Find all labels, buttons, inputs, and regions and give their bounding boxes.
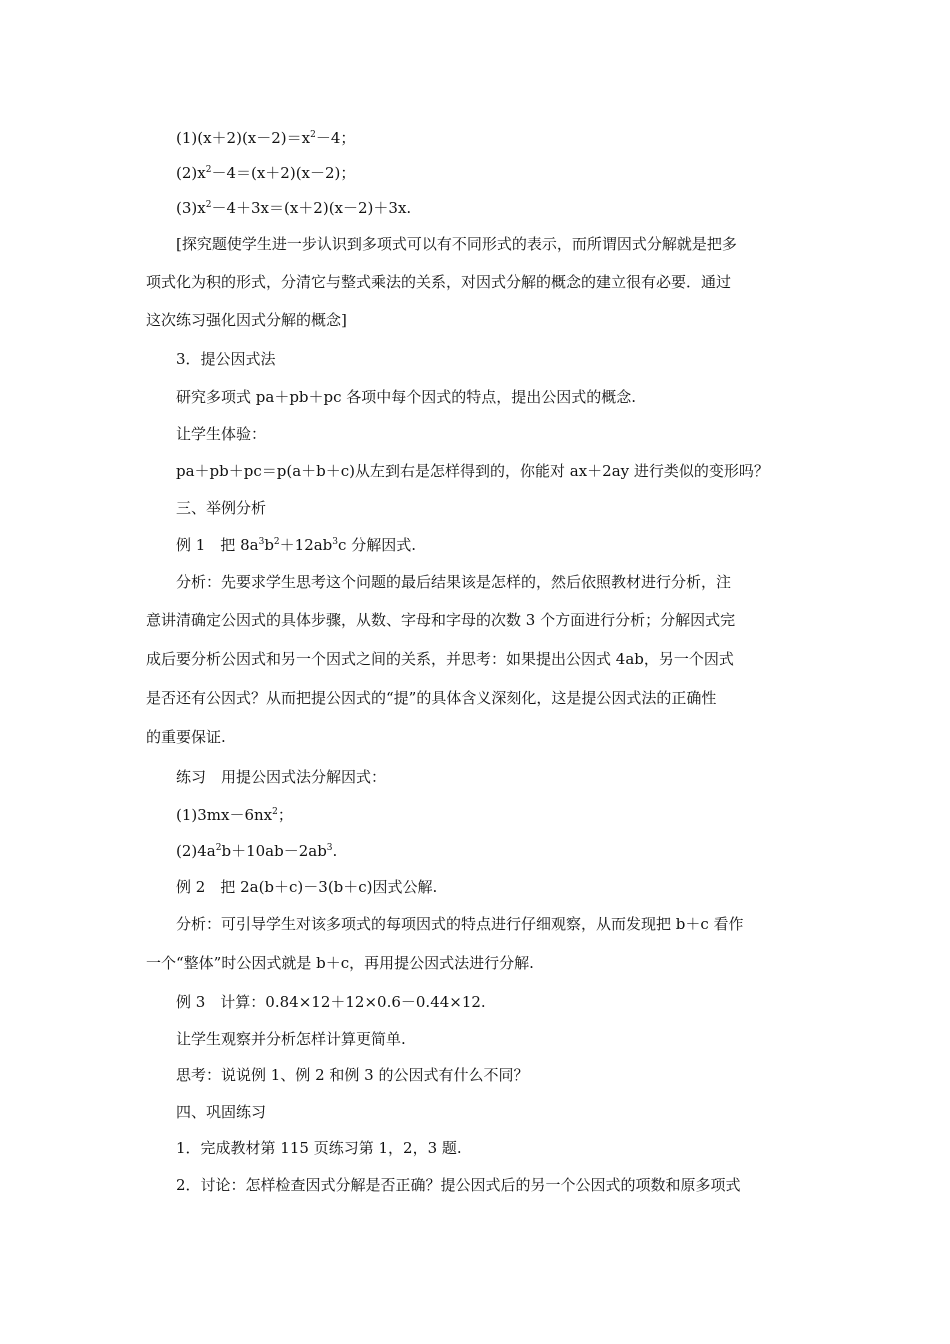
text-line: [探究题使学生进一步认识到多项式可以有不同形式的表示，而所谓因式分解就是把多: [176, 235, 737, 253]
text-line: 项式化为积的形式，分清它与整式乘法的关系，对因式分解的概念的建立很有必要．通过: [146, 273, 732, 291]
section-heading: 3．提公因式法: [176, 350, 276, 368]
text-line: 是否还有公因式？从而把提公因式的“提”的具体含义深刻化，这是提公因式法的正确性: [146, 689, 717, 707]
text-line: $(2)4a^2b+10ab-2ab^3$.: [176, 842, 338, 860]
section-heading: 三、举例分析: [176, 499, 267, 517]
text-line: 练习 用提公因式法分解因式：: [176, 768, 387, 786]
example-1: 例 1 把 $8a^3b^2+12ab^3c$ 分解因式.: [176, 536, 416, 554]
text-line: 这次练习强化因式分解的概念]: [146, 311, 347, 329]
example-2: 例 2 把 2a(b＋c)－3(b＋c)因式公解.: [176, 878, 438, 896]
text-line: 让学生观察并分析怎样计算更简单.: [176, 1030, 406, 1048]
text-line: 分析：可引导学生对该多项式的每项因式的特点进行仔细观察，从而发现把 b＋c 看作: [176, 915, 744, 933]
text-line: 思考：说说例 1、例 2 和例 3 的公因式有什么不同？: [176, 1066, 529, 1084]
text-line: 研究多项式 pa＋pb＋pc 各项中每个因式的特点，提出公因式的概念.: [176, 388, 637, 406]
text-line: 意讲清确定公因式的具体步骤，从数、字母和字母的次数 3 个方面进行分析；分解因式完: [146, 611, 736, 629]
text-line: $(2)x^2-4=(x+2)(x-2)$；: [176, 164, 356, 182]
text-line: 分析：先要求学生思考这个问题的最后结果该是怎样的，然后依照教材进行分析，注: [176, 573, 732, 591]
text-line: 一个“整体”时公因式就是 b＋c，再用提公因式法进行分解.: [146, 954, 534, 972]
section-heading: 四、巩固练习: [176, 1103, 267, 1121]
example-3: 例 3 计算：0.84×12＋12×0.6－0.44×12.: [176, 993, 486, 1011]
text-line: 1．完成教材第 115 页练习第 1，2，3 题.: [176, 1139, 462, 1157]
text-line: 的重要保证.: [146, 728, 226, 746]
text-line: 2．讨论：怎样检查因式分解是否正确？提公因式后的另一个公因式的项数和原多项式: [176, 1176, 741, 1194]
text-line: $(1)(x+2)(x-2)=x^2-4$；: [176, 129, 356, 147]
text-line: 让学生体验：: [176, 425, 267, 443]
text-line: pa＋pb＋pc＝p(a＋b＋c)从左到右是怎样得到的，你能对 ax＋2ay 进行类似的变形吗？: [176, 462, 769, 480]
text-line: $(3)x^2-4+3x=(x+2)(x-2)+3x$.: [176, 199, 412, 217]
text-line: $(1)3mx-6nx^2$；: [176, 806, 293, 824]
text-line: 成后要分析公因式和另一个因式之间的关系，并思考：如果提出公因式 4ab，另一个因式: [146, 650, 734, 668]
